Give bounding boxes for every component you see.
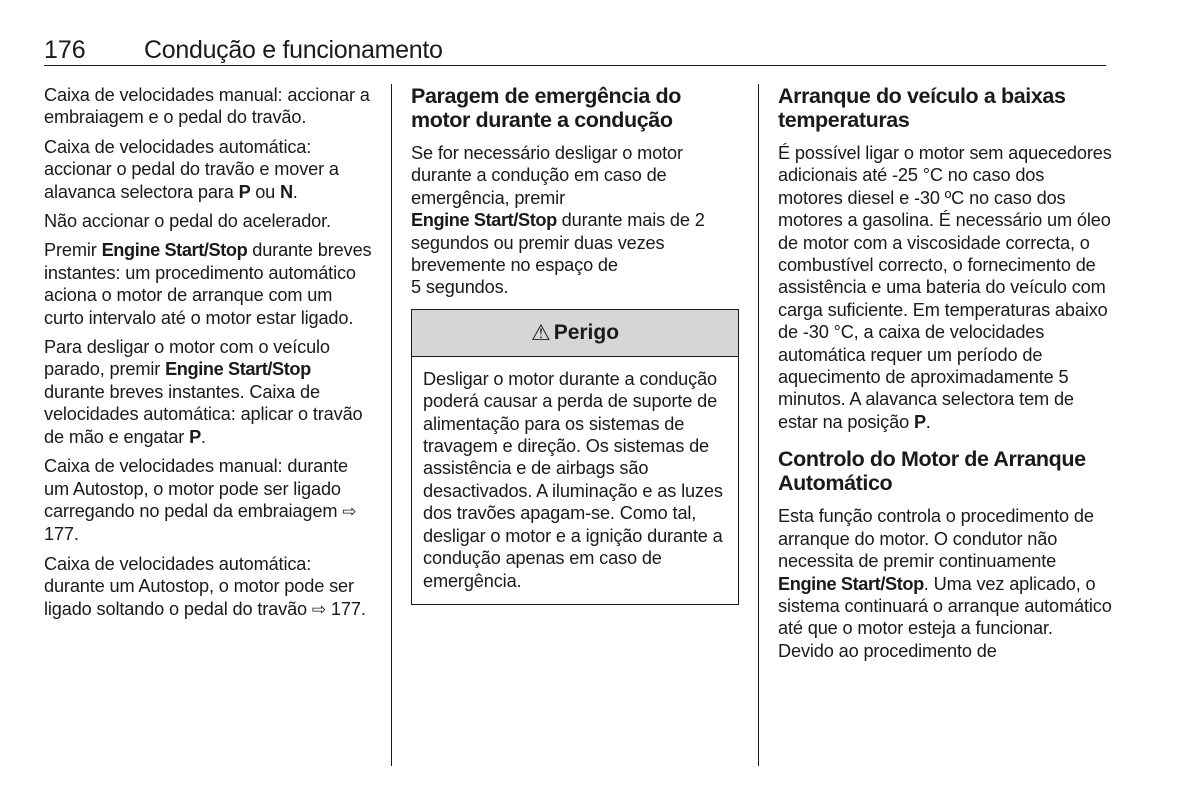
danger-warning-box xyxy=(411,309,739,605)
cross-reference-page[interactable]: 177. xyxy=(326,598,366,619)
header-divider xyxy=(44,65,1106,66)
engine-start-stop-label: Engine Start/Stop xyxy=(778,573,924,594)
danger-warning-title: Perigo xyxy=(553,320,620,344)
paragraph-press-start-stop: Premir Engine Start/Stop durante breves instantes: um procedimento automático aciona o motor de arranque com um curto intervalo até o motor estar ligado. xyxy=(44,240,372,328)
chapter-title: Condução e funcionamento xyxy=(144,36,443,64)
column-divider-2 xyxy=(758,84,759,766)
cross-reference-page[interactable]: 177. xyxy=(44,524,79,545)
column-1 xyxy=(44,84,376,628)
cross-reference-icon[interactable]: ⇨ xyxy=(311,599,327,619)
paragraph-automatic-brake: Caixa de velocidades automática: accionar o pedal do travão e mover a alavanca selectora para P ou N. xyxy=(44,136,339,202)
paragraph-autostop-automatic: Caixa de velocidades automática: durante um Autostop, o motor pode ser ligado soltando o pedal do travão ⇨ 177. xyxy=(44,553,366,619)
paragraph-manual-clutch: Caixa de velocidades manual: accionar a embraiagem e o pedal do travão. xyxy=(44,85,370,128)
engine-start-stop-label: Engine Start/Stop xyxy=(411,210,557,231)
engine-start-stop-label: Engine Start/Stop xyxy=(101,240,248,261)
engine-start-stop-label: Engine Start/Stop xyxy=(165,359,311,380)
column-2 xyxy=(411,84,741,605)
danger-warning-text: Desligar o motor durante a condução poderá causar a perda de suporte de alimentação para os sistemas de travagem e direção. Os sistemas de assistência e de airbags são desactivados. A iluminação e as luzes dos travões apagam-se. Como tal, desligar o motor e a ignição durante a condução apenas em caso de emergência. xyxy=(423,368,723,591)
paragraph-accelerator: Não accionar o pedal do acelerador. xyxy=(44,211,331,232)
column-divider-1 xyxy=(391,84,392,766)
section-heading-emergency-stop: Paragem de emergência do motor durante a condução xyxy=(411,84,682,132)
danger-warning-body xyxy=(412,357,738,604)
column-3 xyxy=(778,84,1112,669)
warning-triangle-icon: ⚠ xyxy=(530,319,551,345)
danger-warning-header xyxy=(412,310,738,357)
section-heading-low-temperature: Arranque do veículo a baixas temperaturas xyxy=(778,84,1066,132)
paragraph-autostop-manual: Caixa de velocidades manual: durante um Autostop, o motor pode ser ligado carregando no pedal da embraiagem ⇨ 177. xyxy=(44,456,357,545)
page-number: 176 xyxy=(44,36,86,64)
paragraph-low-temperature: É possível ligar o motor sem aquecedores adicionais até -25 °C no caso dos motores diesel e -30 ºC no caso dos motores a gasolina. É necessário um óleo de motor com a viscosidade correcta, o combustível correcto, o fornecimento de assistência e uma bateria do veículo com carga suficiente. Em temperaturas abaixo de -30 °C, a caixa de velocidades automática requer um período de aquecimento de aproximadamente 5 minutos. A alavanca selectora tem de estar na posição P. xyxy=(778,143,1112,432)
cross-reference-icon[interactable]: ⇨ xyxy=(342,501,357,521)
paragraph-emergency-stop: Se for necessário desligar o motor durante a condução em caso de emergência, premir Engine Start/Stop durante mais de 2 segundos ou premir duas vezes brevemente no espaço de 5 segundos. xyxy=(411,143,705,298)
page-header xyxy=(44,36,1106,66)
section-heading-automatic-starter: Controlo do Motor de Arranque Automático xyxy=(778,447,1086,496)
paragraph-switch-off: Para desligar o motor com o veículo parado, premir Engine Start/Stop durante breves instantes. Caixa de velocidades automática: aplicar o travão de mão e engatar P. xyxy=(44,337,363,447)
paragraph-automatic-starter: Esta função controla o procedimento de arranque do motor. O condutor não necessita de premir continuamente Engine Start/Stop. Uma vez aplicado, o sistema continuará o arranque automático até que o motor esteja a funcionar. Devido ao procedimento de xyxy=(778,506,1112,661)
